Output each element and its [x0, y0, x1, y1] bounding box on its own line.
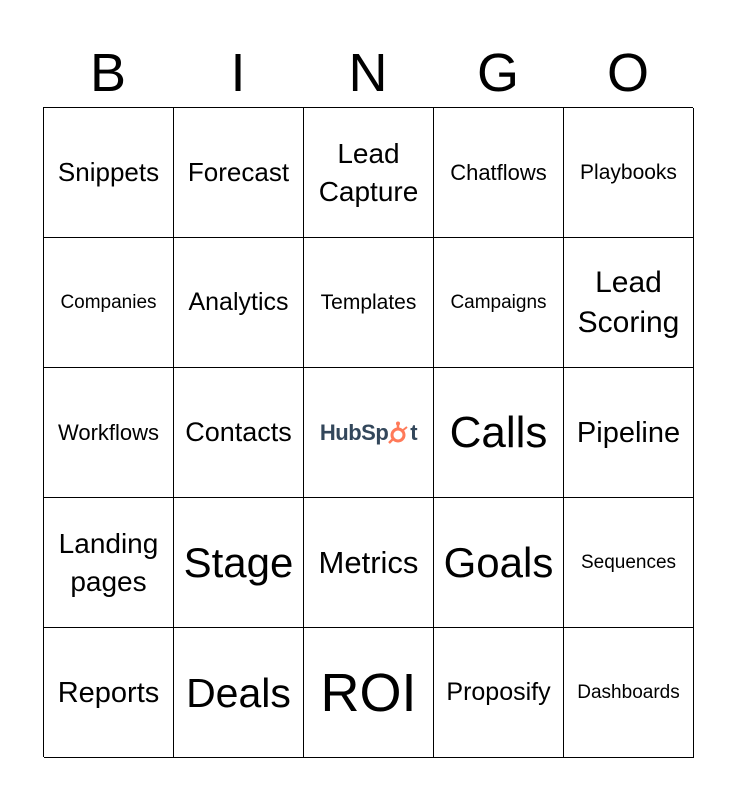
cell-label: Companies — [60, 291, 157, 313]
cell-label: Stage — [183, 538, 294, 586]
cell-label: Playbooks — [580, 160, 677, 184]
bingo-cell[interactable] — [44, 238, 174, 368]
cell-label: Reports — [57, 676, 160, 709]
cell-label: Goals — [443, 538, 554, 586]
bingo-cell[interactable] — [434, 498, 564, 628]
bingo-cell[interactable] — [564, 368, 694, 498]
cell-label: Landing pages — [58, 527, 159, 597]
cell-label: Proposify — [446, 678, 551, 706]
cell-label: Forecast — [187, 157, 290, 187]
cell-label: Pipeline — [576, 416, 681, 449]
header-letter-g: G — [476, 43, 519, 103]
cell-label: Analytics — [188, 288, 289, 316]
header-letter-n: N — [348, 43, 388, 103]
hubspot-logo-text: HubSp — [319, 419, 389, 445]
header-letter-i: I — [230, 43, 246, 103]
cell-label: Lead Capture — [318, 137, 419, 207]
header-letter-b: B — [89, 43, 127, 103]
cell-label: Contacts — [185, 417, 292, 447]
bingo-cell[interactable] — [434, 108, 564, 238]
bingo-cell[interactable] — [174, 628, 304, 758]
hubspot-sprocket-icon — [388, 421, 410, 445]
bingo-grid — [43, 107, 693, 757]
bingo-cell[interactable] — [44, 368, 174, 498]
bingo-header — [43, 38, 693, 108]
bingo-cell[interactable] — [564, 498, 694, 628]
cell-label: ROI — [320, 662, 417, 723]
bingo-cell[interactable] — [44, 108, 174, 238]
bingo-cell[interactable] — [304, 628, 434, 758]
cell-label: Workflows — [57, 419, 160, 445]
bingo-cell[interactable] — [174, 368, 304, 498]
hubspot-logo-text-tail: t — [410, 419, 418, 445]
cell-label: Lead Scoring — [577, 265, 680, 339]
cell-label: Sequences — [580, 551, 677, 573]
bingo-cell[interactable] — [44, 498, 174, 628]
bingo-cell[interactable] — [304, 108, 434, 238]
bingo-cell[interactable] — [434, 368, 564, 498]
bingo-cell[interactable] — [174, 238, 304, 368]
cell-label: Snippets — [57, 157, 160, 187]
bingo-cell[interactable] — [44, 628, 174, 758]
bingo-cell[interactable] — [304, 238, 434, 368]
bingo-cell[interactable] — [304, 498, 434, 628]
bingo-cell[interactable] — [174, 498, 304, 628]
cell-label: Templates — [320, 290, 417, 314]
header-letter-o: O — [606, 43, 649, 103]
cell-label: Dashboards — [577, 681, 680, 703]
hubspot-logo — [320, 420, 417, 446]
bingo-cell — [304, 368, 434, 498]
bingo-cell[interactable] — [434, 628, 564, 758]
cell-label: Metrics — [318, 544, 419, 580]
bingo-cell[interactable] — [564, 628, 694, 758]
bingo-cell[interactable] — [564, 238, 694, 368]
cell-label: Chatflows — [450, 159, 547, 185]
cell-label: Calls — [449, 407, 548, 457]
cell-label: Campaigns — [450, 291, 547, 313]
bingo-cell[interactable] — [564, 108, 694, 238]
bingo-cell[interactable] — [174, 108, 304, 238]
bingo-cell[interactable] — [434, 238, 564, 368]
cell-label: Deals — [186, 669, 291, 716]
